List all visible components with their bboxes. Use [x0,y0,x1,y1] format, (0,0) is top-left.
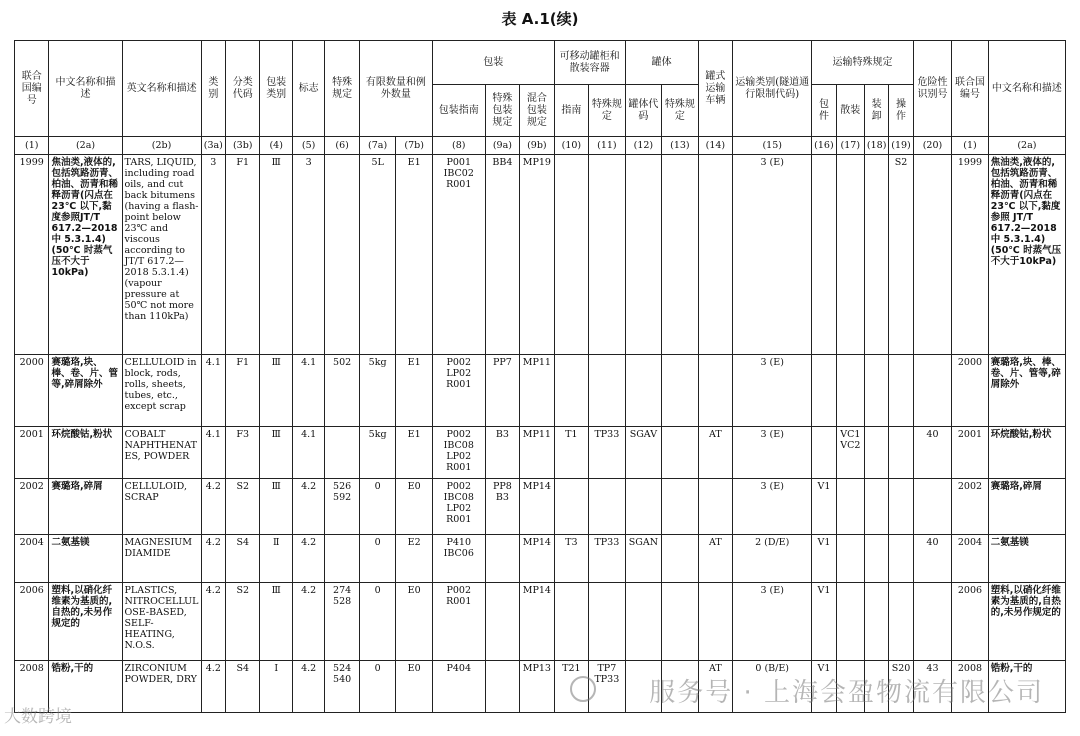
cell-lq: 0 [359,535,396,583]
header-code: 分类代码 [225,41,259,137]
cell-un2: 2006 [952,583,989,661]
cell-vc [836,583,864,661]
column-number: (14) [698,137,732,155]
cell-un2: 1999 [952,155,989,355]
column-number: (8) [432,137,485,155]
header-en-name: 英文名称和描述 [122,41,201,137]
column-number: (12) [625,137,662,155]
cell-label: 4.2 [292,661,324,713]
cell-vc [836,155,864,355]
cell-pi: P001 IBC02 R001 [432,155,485,355]
cell-s [889,427,913,479]
cell-sp: 274 528 [325,583,359,661]
cell-tcat: 2 (D/E) [733,535,812,583]
header-tank-code: 罐体代码 [625,85,662,137]
cell-tc [625,155,662,355]
watermark-main: 服务号 · 上海会盈物流有限公司 [649,678,1044,708]
header-tank: 罐体 [625,41,698,85]
cell-v: V1 [812,661,836,713]
cell-ps: PP7 [485,355,519,427]
cell-code: S2 [225,479,259,535]
cell-tsp [662,583,699,661]
cell-cls: 4.2 [201,661,225,713]
cell-tps: TP33 [589,427,626,479]
cell-eq: E1 [396,355,433,427]
cell-un2: 2000 [952,355,989,427]
cell-pi: P002 IBC08 LP02 R001 [432,479,485,535]
cell-sp [325,535,359,583]
cell-label: 4.2 [292,479,324,535]
cell-eq: E0 [396,661,433,713]
header-class: 类别 [201,41,225,137]
header-cn-name-2: 中文名称和描述 [988,41,1065,137]
table-row [15,155,1066,355]
cell-tg: T3 [554,535,588,583]
cell-ps [485,583,519,661]
cell-eq: E0 [396,583,433,661]
cell-mp: MP14 [520,535,555,583]
cell-cls: 3 [201,155,225,355]
cell-sp: 526 592 [325,479,359,535]
cell-en: ZIRCONIUM POWDER, DRY [122,661,201,713]
cell-mp: MP14 [520,479,555,535]
cell-eq: E0 [396,479,433,535]
cell-un2: 2008 [952,661,989,713]
cell-ps [485,535,519,583]
column-number: (20) [913,137,952,155]
cell-tcat: 3 (E) [733,355,812,427]
cell-label: 4.2 [292,535,324,583]
cell-veh [698,479,732,535]
cell-veh [698,355,732,427]
cell-eq: E1 [396,155,433,355]
cell-tcat: 3 (E) [733,427,812,479]
header-hazard-id: 危险性识别号 [913,41,952,137]
watermark-corner: 大数跨境 [4,707,72,727]
cell-cn: 塑料,以硝化纤维素为基质的,自热的,未另作规定的 [49,583,122,661]
cell-cls: 4.1 [201,355,225,427]
cell-un: 2001 [15,427,49,479]
cell-vc [836,479,864,535]
cell-tsp [662,155,699,355]
column-number: (5) [292,137,324,155]
column-number-row [15,137,1066,155]
cell-veh: AT [698,427,732,479]
cell-hid [913,479,952,535]
cell-lq: 5kg [359,355,396,427]
cell-pg: Ⅲ [260,427,292,479]
cell-tcat: 3 (E) [733,583,812,661]
cell-lq: 5kg [359,427,396,479]
cell-v [812,155,836,355]
column-number: (3a) [201,137,225,155]
column-number: (6) [325,137,359,155]
cell-code: S2 [225,583,259,661]
cell-tc [625,583,662,661]
cell-label: 4.1 [292,427,324,479]
cell-tcat: 3 (E) [733,155,812,355]
column-number: (18) [865,137,889,155]
cell-cv [865,355,889,427]
cell-hid: 40 [913,535,952,583]
cell-un2: 2002 [952,479,989,535]
cell-tps: TP7 TP33 [589,661,626,713]
cell-eq: E2 [396,535,433,583]
cell-en: PLASTICS, NITROCELLULOSE-BASED, SELF-HEATING, N.O.S. [122,583,201,661]
cell-code: F1 [225,355,259,427]
cell-s [889,535,913,583]
table-row [15,355,1066,427]
header-pkg-group: 包装类别 [260,41,292,137]
table-row [15,479,1066,535]
cell-tsp [662,479,699,535]
cell-eq: E1 [396,427,433,479]
cell-vc [836,355,864,427]
cell-pi: P002 R001 [432,583,485,661]
cell-cv [865,479,889,535]
cell-tps: TP33 [589,535,626,583]
table-row [15,583,1066,661]
header-un-no-2: 联合国编号 [952,41,989,137]
cell-hid [913,355,952,427]
cell-pi: P002 LP02 R001 [432,355,485,427]
cell-tg: T1 [554,427,588,479]
cell-ps [485,661,519,713]
cell-cn2: 塑料,以硝化纤维素为基质的,自热的,未另作规定的 [988,583,1065,661]
cell-veh [698,155,732,355]
wechat-icon [570,676,596,702]
cell-tc: SGAN [625,535,662,583]
cell-pg: Ⅲ [260,479,292,535]
cell-hid [913,155,952,355]
cell-label: 4.1 [292,355,324,427]
header-cn-name: 中文名称和描述 [49,41,122,137]
header-pkg-instr: 包装指南 [432,85,485,137]
header-tank-special: 特殊规定 [662,85,699,137]
cell-s: S20 [889,661,913,713]
cell-cn2: 环烷酸钴,粉状 [988,427,1065,479]
cell-un: 2000 [15,355,49,427]
cell-code: F3 [225,427,259,479]
cell-cv [865,583,889,661]
cell-tps [589,355,626,427]
cell-mp: MP11 [520,427,555,479]
column-number: (2a) [49,137,122,155]
cell-lq: 0 [359,661,396,713]
cell-cn2: 赛璐珞,碎屑 [988,479,1065,535]
cell-tg [554,355,588,427]
cell-veh: AT [698,535,732,583]
cell-pg: Ⅲ [260,583,292,661]
column-number: (2b) [122,137,201,155]
cell-pi: P002 IBC08 LP02 R001 [432,427,485,479]
cell-mp: MP19 [520,155,555,355]
cell-en: COBALT NAPHTHENATES, POWDER [122,427,201,479]
column-number: (9b) [520,137,555,155]
column-number: (19) [889,137,913,155]
table-row [15,535,1066,583]
cell-tc [625,479,662,535]
header-transport-cat: 运输类别(隧道通行限制代码) [733,41,812,137]
cell-en: MAGNESIUM DIAMIDE [122,535,201,583]
cell-tg [554,583,588,661]
cell-lq: 0 [359,479,396,535]
cell-s [889,479,913,535]
cell-cls: 4.1 [201,427,225,479]
cell-un2: 2001 [952,427,989,479]
cell-tg: T21 [554,661,588,713]
cell-tg [554,479,588,535]
column-number: (11) [589,137,626,155]
header-transport-special: 运输特殊规定 [812,41,913,85]
cell-tsp [662,427,699,479]
cell-veh: AT [698,661,732,713]
cell-veh [698,583,732,661]
column-number: (9a) [485,137,519,155]
cell-sp [325,155,359,355]
column-number: (17) [836,137,864,155]
column-number: (13) [662,137,699,155]
cell-cn: 二氨基镁 [49,535,122,583]
table-title: 表 A.1(续) [501,10,579,28]
cell-tsp [662,535,699,583]
cell-cn2: 二氨基镁 [988,535,1065,583]
header-loading: 装卸 [865,85,889,137]
cell-un: 2004 [15,535,49,583]
cell-code: S4 [225,535,259,583]
cell-cn: 赛璐珞,块、棒、卷、片、管等,碎屑除外 [49,355,122,427]
cell-un: 2002 [15,479,49,535]
cell-v: V1 [812,535,836,583]
cell-pg: Ⅰ [260,661,292,713]
cell-cn: 锆粉,干的 [49,661,122,713]
header-mixed: 混合包装规定 [520,85,555,137]
column-number: (10) [554,137,588,155]
cell-label: 3 [292,155,324,355]
cell-cls: 4.2 [201,583,225,661]
cell-tps [589,155,626,355]
cell-v [812,355,836,427]
cell-en: CELLULOID in block, rods, rolls, sheets, tubes, etc., except scrap [122,355,201,427]
cell-hid: 40 [913,427,952,479]
cell-mp: MP11 [520,355,555,427]
cell-cn: 环烷酸钴,粉状 [49,427,122,479]
cell-v [812,427,836,479]
column-number: (1) [952,137,989,155]
cell-mp: MP13 [520,661,555,713]
cell-label: 4.2 [292,583,324,661]
header-port-special: 特殊规定 [589,85,626,137]
cell-un: 2008 [15,661,49,713]
cell-cv [865,155,889,355]
header-label: 标志 [292,41,324,137]
header-vehicle: 罐式运输车辆 [698,41,732,137]
header-bulk: 散装 [836,85,864,137]
cell-cv [865,427,889,479]
header-guide: 指南 [554,85,588,137]
cell-pi: P404 [432,661,485,713]
cell-s [889,355,913,427]
cell-sp: 502 [325,355,359,427]
header-pkg-special: 特殊包装规定 [485,85,519,137]
cell-ps: PP8 B3 [485,479,519,535]
column-number: (7b) [396,137,433,155]
cell-cls: 4.2 [201,535,225,583]
cell-en: TARS, LIQUID, including road oils, and cut back bitumens (having a flash-point below 23℃ and viscous according to JT/T 617.2—2018 5.3.1.4) (vapour pressure at 50℃ not more than 110kPa) [122,155,201,355]
header-special: 特殊规定 [325,41,359,137]
cell-tc [625,355,662,427]
cell-sp: 524 540 [325,661,359,713]
cell-pg: Ⅲ [260,155,292,355]
cell-v: V1 [812,583,836,661]
cell-en: CELLULOID, SCRAP [122,479,201,535]
cell-tc: SGAV [625,427,662,479]
column-number: (16) [812,137,836,155]
cell-v: V1 [812,479,836,535]
cell-s: S2 [889,155,913,355]
cell-vc: VC1 VC2 [836,427,864,479]
cell-tcat: 0 (B/E) [733,661,812,713]
cell-mp: MP14 [520,583,555,661]
cell-un: 1999 [15,155,49,355]
cell-cn2: 焦油类,液体的,包括筑路沥青、柏油、沥青和稀释沥青(闪点在 23℃ 以下,黏度参照 JT/T 617.2—2018 中 5.3.1.4)(50℃ 时蒸气压不大于10kPa) [988,155,1065,355]
cell-code: F1 [225,155,259,355]
cell-hid: 43 [913,661,952,713]
header-portable: 可移动罐柜和散装容器 [554,41,625,85]
column-number: (15) [733,137,812,155]
cell-lq: 5L [359,155,396,355]
cell-tg [554,155,588,355]
column-number: (4) [260,137,292,155]
cell-pg: Ⅲ [260,355,292,427]
cell-sp [325,427,359,479]
cell-cn: 焦油类,液体的,包括筑路沥青、柏油、沥青和稀释沥青(闪点在 23℃ 以下,黏度参照JT/T 617.2—2018 中 5.3.1.4)(50℃ 时蒸气压不大于10kPa) [49,155,122,355]
header-packaging: 包装 [432,41,554,85]
cell-lq: 0 [359,583,396,661]
cell-cn: 赛璐珞,碎屑 [49,479,122,535]
dangerous-goods-table [14,40,1066,713]
table-row [15,427,1066,479]
cell-tcat: 3 (E) [733,479,812,535]
column-number: (2a) [988,137,1065,155]
column-number: (3b) [225,137,259,155]
cell-code: S4 [225,661,259,713]
cell-vc [836,535,864,583]
cell-s [889,583,913,661]
cell-cn2: 赛璐珞,块、棒、卷、片、管等,碎屑除外 [988,355,1065,427]
cell-cn2: 锆粉,干的 [988,661,1065,713]
cell-tsp [662,355,699,427]
cell-un2: 2004 [952,535,989,583]
header-packages: 包件 [812,85,836,137]
cell-tps [589,479,626,535]
column-number: (1) [15,137,49,155]
header-un-no: 联合国编号 [15,41,49,137]
header-operation: 操作 [889,85,913,137]
cell-ps: BB4 [485,155,519,355]
column-number: (7a) [359,137,396,155]
cell-un: 2006 [15,583,49,661]
header-limited: 有限数量和例外数量 [359,41,432,137]
cell-cls: 4.2 [201,479,225,535]
cell-tps [589,583,626,661]
cell-pg: Ⅱ [260,535,292,583]
cell-cv [865,535,889,583]
cell-pi: P410 IBC06 [432,535,485,583]
cell-ps: B3 [485,427,519,479]
cell-hid [913,583,952,661]
